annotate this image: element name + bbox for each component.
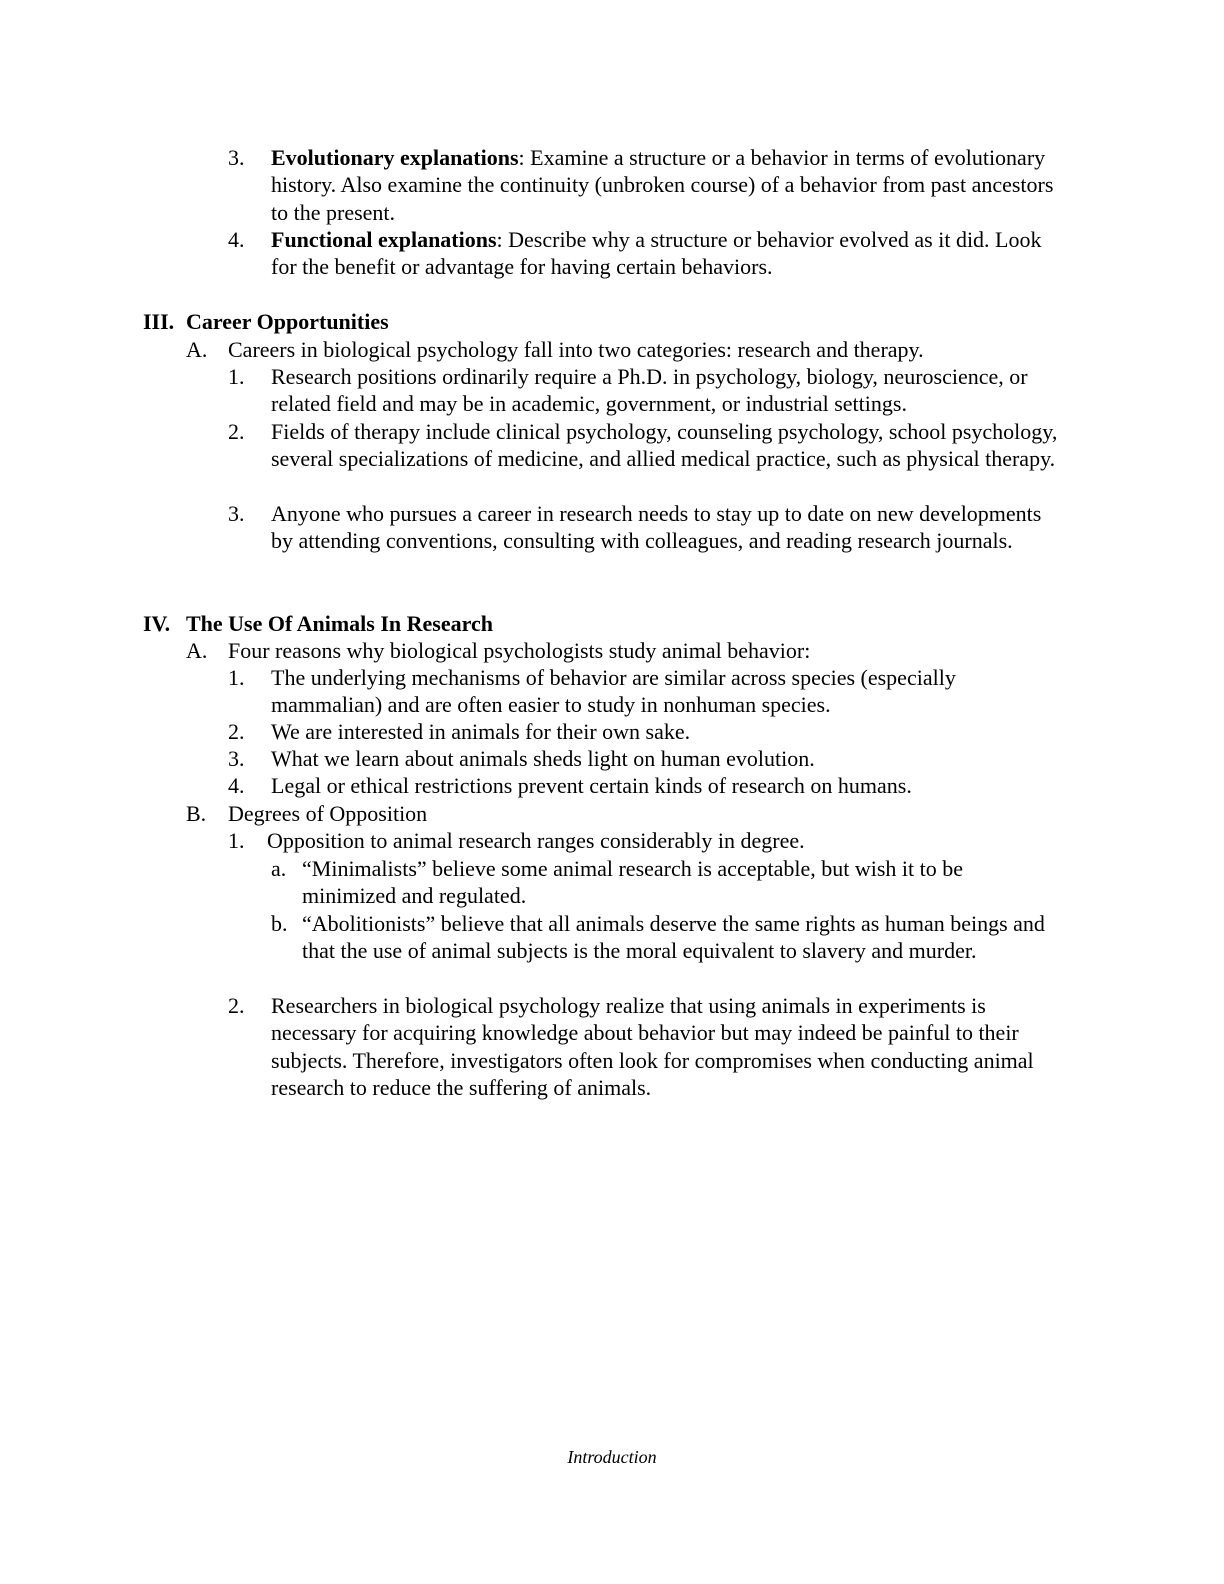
item-number: 2. <box>228 719 245 744</box>
item-letter: A. <box>186 638 208 663</box>
item-number: 1. <box>228 364 245 389</box>
term-functional: Functional explanations <box>271 227 497 252</box>
item-number: 3. <box>228 501 245 526</box>
item-number: 3. <box>228 746 245 771</box>
item-text: Four reasons why biological psychologists study animal behavior: <box>228 638 811 663</box>
item-text: We are interested in animals for their own sake. <box>271 719 691 744</box>
item-number: 1. <box>228 828 245 853</box>
item-number: 1. <box>228 665 245 690</box>
section-number: IV. <box>143 611 171 636</box>
page-footer: Introduction <box>567 1447 657 1467</box>
item-text: Researchers in biological psychology realize that using animals in experiments is necessary for acquiring knowledge about behavior but may indeed be painful to their subjects. Therefore, investigators often look for compromises when conducting animal research to reduce the suffering of animals. <box>271 993 1034 1101</box>
item-letter: a. <box>271 856 287 881</box>
item-text: Research positions ordinarily require a Ph.D. in psychology, biology, neuroscience, or related field and may be in academic, government, or industrial settings. <box>271 364 1028 417</box>
item-text: “Abolitionists” believe that all animals deserve the same rights as human beings and that the use of animal subjects is the moral equivalent to slavery and murder. <box>302 911 1045 964</box>
item-text: Fields of therapy include clinical psychology, counseling psychology, school psychology, several specializations of medicine, and allied medical practice, such as physical therapy. <box>271 419 1058 472</box>
section-title: The Use Of Animals In Research <box>186 611 493 636</box>
section-number: III. <box>143 309 175 334</box>
item-text: The underlying mechanisms of behavior are similar across species (especially mammalian) and are often easier to study in nonhuman species. <box>271 665 956 718</box>
item-text: Evolutionary explanations: Examine a structure or a behavior in terms of evolutionary history. Also examine the continuity (unbroken course) of a behavior from past ancestors to the present. <box>271 145 1054 225</box>
item-number: 4. <box>228 227 245 252</box>
item-text: Anyone who pursues a career in research needs to stay up to date on new developments by attending conventions, consulting with colleagues, and reading research journals. <box>271 501 1042 554</box>
item-text: Legal or ethical restrictions prevent certain kinds of research on humans. <box>271 773 912 798</box>
item-letter: B. <box>186 801 207 826</box>
item-text: Opposition to animal research ranges considerably in degree. <box>267 828 805 853</box>
item-text: What we learn about animals sheds light on human evolution. <box>271 746 815 771</box>
item-text: Careers in biological psychology fall into two categories: research and therapy. <box>228 337 924 362</box>
item-number: 3. <box>228 145 245 170</box>
item-number: 2. <box>228 419 245 444</box>
item-text: “Minimalists” believe some animal research is acceptable, but wish it to be minimized and regulated. <box>302 856 964 909</box>
item-number: 4. <box>228 773 245 798</box>
item-text: Functional explanations: Describe why a structure or behavior evolved as it did. Look for the benefit or advantage for having certain behaviors. <box>271 227 1042 280</box>
item-letter: A. <box>186 337 208 362</box>
item-text: Degrees of Opposition <box>228 801 428 826</box>
item-number: 2. <box>228 993 245 1018</box>
item-letter: b. <box>271 911 288 936</box>
section-title: Career Opportunities <box>186 309 389 334</box>
term-evolutionary: Evolutionary explanations <box>271 145 519 170</box>
